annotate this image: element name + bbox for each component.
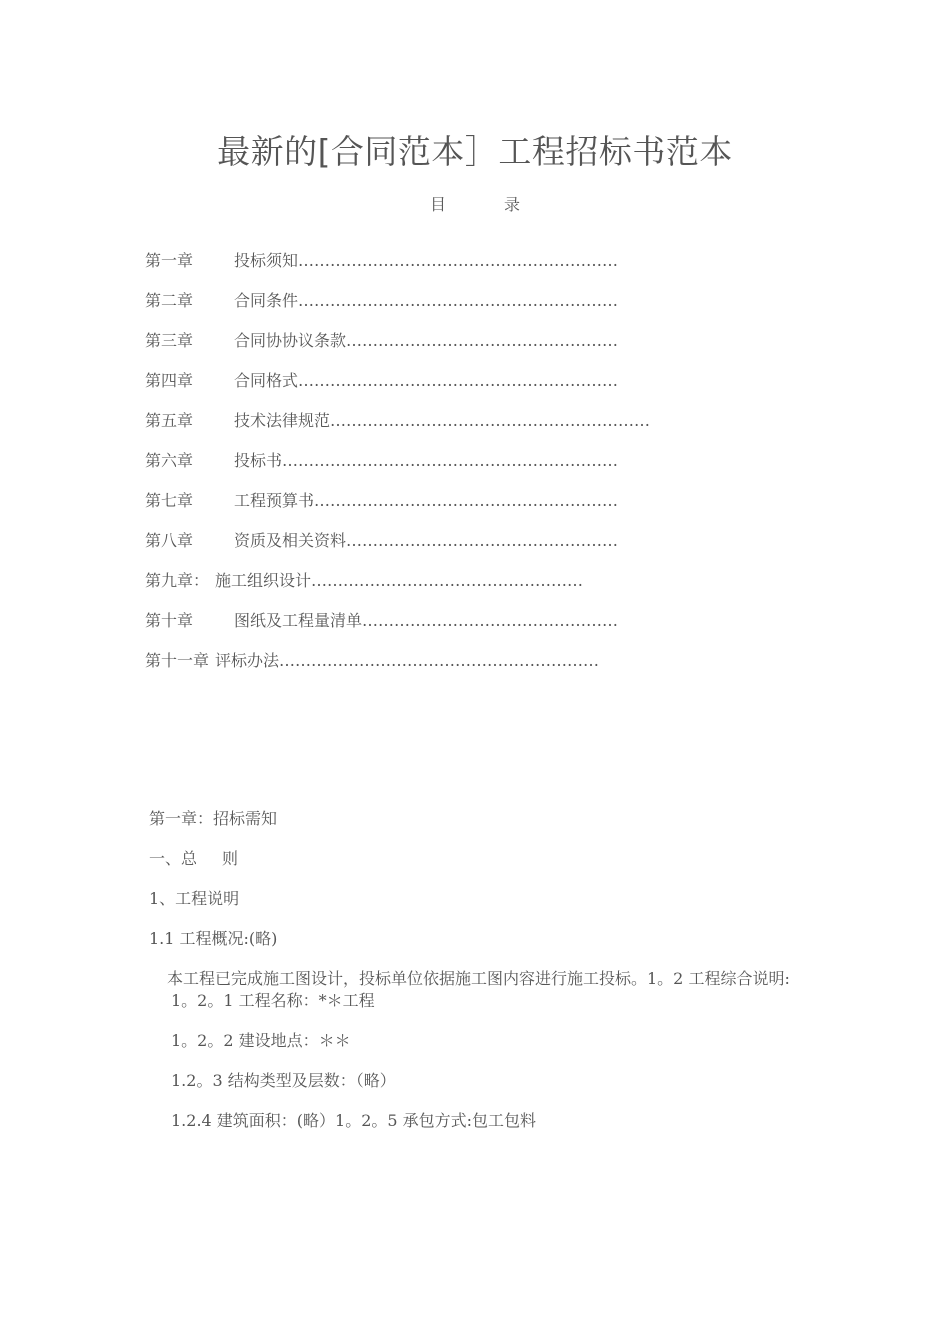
toc-entry: 合同条件…………………………………………………… — [234, 291, 619, 310]
list-item: 1.2.4 建筑面积：(略）1。2。5 承包方式:包工包料 — [171, 1111, 537, 1130]
sub-item-heading: 1.1 工程概况:(略) — [149, 929, 278, 948]
toc-entry: 合同格式…………………………………………………… — [234, 371, 619, 390]
toc-entry: 工程预算书………………………………………………… — [234, 491, 619, 510]
toc-item — [145, 370, 650, 410]
document-body — [149, 808, 809, 1150]
toc-chapter: 第七章 — [145, 491, 194, 510]
toc-entry: 投标书……………………………………………………… — [234, 451, 619, 470]
toc-item — [145, 610, 650, 650]
toc-item — [145, 450, 650, 490]
toc-entry: 技术法律规范…………………………………………………… — [234, 411, 651, 430]
toc-entry: 合同协协议条款…………………………………………… — [234, 331, 619, 350]
toc-item — [145, 490, 650, 530]
document-title: 最新的[合同范本］工程招标书范本 — [217, 132, 733, 171]
toc-chapter: 第三章 — [145, 331, 194, 350]
toc-item — [145, 570, 650, 610]
body-paragraph: 本工程已完成施工图设计，投标单位依据施工图内容进行施工投标。1。2 工程综合说明: — [167, 969, 790, 988]
toc-item — [145, 410, 650, 450]
list-item: 1。2。2 建设地点：＊＊ — [171, 1031, 351, 1050]
toc-item — [145, 330, 650, 370]
item-heading: 1、工程说明 — [149, 889, 240, 908]
toc-heading — [0, 192, 950, 215]
toc-heading-left: 目 — [429, 195, 446, 214]
toc-entry: 评标办法…………………………………………………… — [215, 651, 600, 670]
section-heading-right: 则 — [222, 849, 239, 868]
toc-chapter: 第二章 — [145, 291, 194, 310]
list-item: 1。2。1 工程名称：*＊工程 — [171, 991, 375, 1010]
section-heading-left: 一、总 — [149, 849, 198, 868]
toc-chapter: 第十一章 — [145, 651, 210, 670]
toc-item — [145, 650, 650, 690]
toc-heading-right: 录 — [504, 195, 521, 214]
toc-chapter: 第十章 — [145, 611, 194, 630]
toc-entry: 施工组织设计…………………………………………… — [215, 571, 584, 590]
toc-chapter: 第一章 — [145, 251, 194, 270]
chapter-heading: 第一章：招标需知 — [149, 809, 278, 828]
toc-item — [145, 250, 650, 290]
toc-chapter: 第五章 — [145, 411, 194, 430]
toc-chapter: 第八章 — [145, 531, 194, 550]
toc-chapter: 第九章： — [145, 571, 210, 590]
toc-item — [145, 290, 650, 330]
table-of-contents — [145, 250, 650, 690]
toc-entry: 图纸及工程量清单………………………………………… — [234, 611, 619, 630]
list-item: 1.2。3 结构类型及层数：（略） — [171, 1071, 396, 1090]
toc-item — [145, 530, 650, 570]
toc-entry: 投标须知…………………………………………………… — [234, 251, 619, 270]
toc-entry: 资质及相关资料…………………………………………… — [234, 531, 619, 550]
section-heading — [149, 848, 809, 888]
toc-chapter: 第六章 — [145, 451, 194, 470]
toc-chapter: 第四章 — [145, 371, 194, 390]
